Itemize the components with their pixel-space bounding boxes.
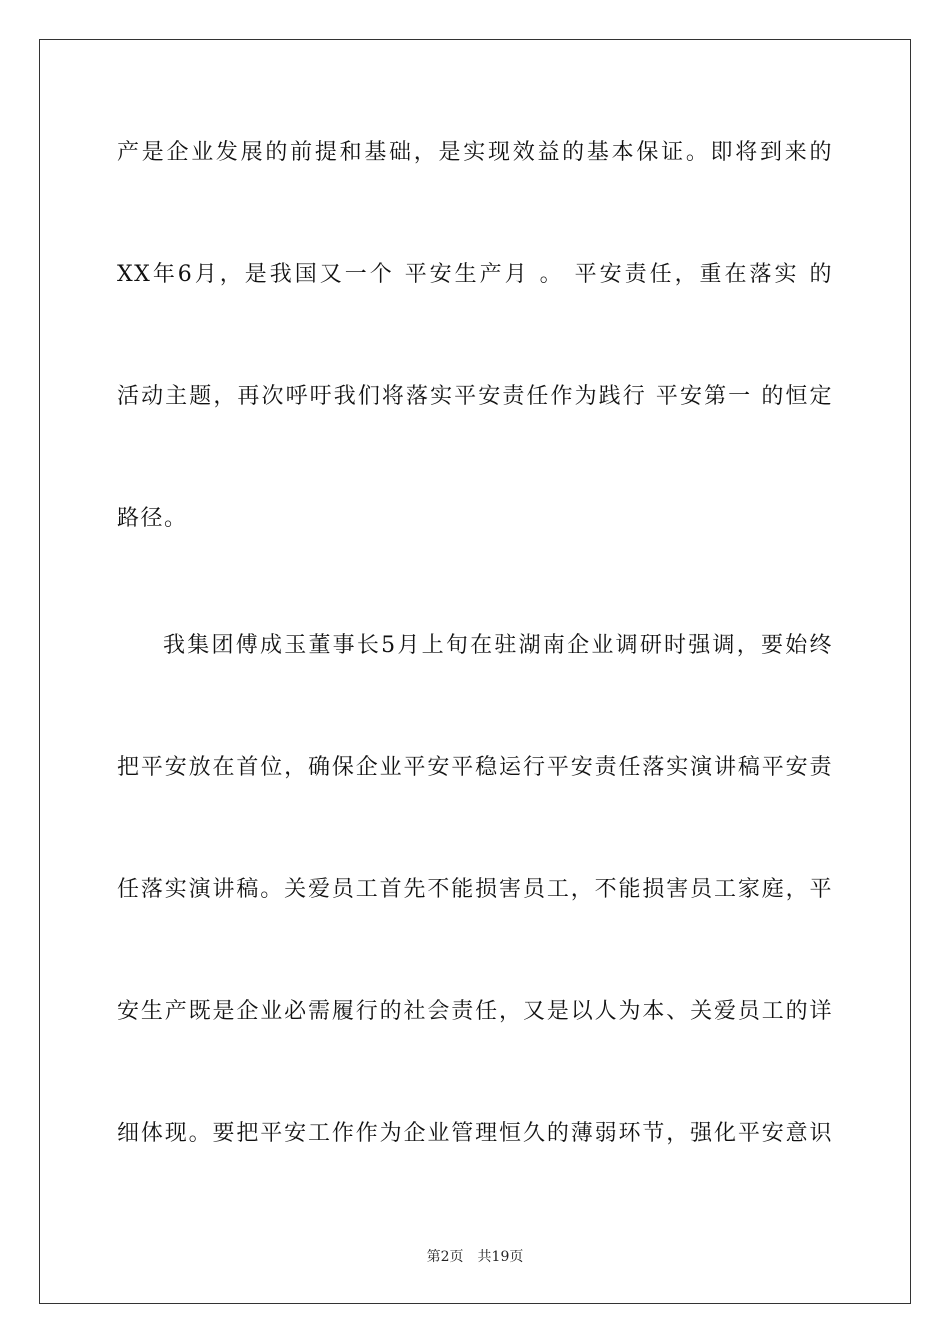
text-line-1: 产是企业发展的前提和基础，是实现效益的基本保证。即将到来的 [117,140,833,165]
page-footer [0,1247,950,1267]
text-line-6: 把平安放在首位，确保企业平安平稳运行平安责任落实演讲稿平安责 [117,755,833,780]
text-line-3: 活动主题，再次呼吁我们将落实平安责任作为践行 平安第一 的恒定 [117,384,833,409]
text-line-8: 安生产既是企业必需履行的社会责任，又是以人为本、关爱员工的详 [117,999,833,1024]
text-line-9: 细体现。要把平安工作作为企业管理恒久的薄弱环节，强化平安意识 [117,1121,833,1146]
text-line-5: 我集团傅成玉董事长5月上旬在驻湖南企业调研时强调，要始终 [163,633,833,658]
page-border [39,39,911,1304]
page-number-current: 第2页 [426,1249,464,1265]
text-line-2: XX年6月，是我国又一个 平安生产月 。 平安责任，重在落实 的 [117,262,833,287]
page-number-total: 共19页 [477,1249,524,1265]
text-line-7: 任落实演讲稿。关爱员工首先不能损害员工，不能损害员工家庭，平 [117,877,833,902]
text-line-4: 路径。 [117,506,188,531]
